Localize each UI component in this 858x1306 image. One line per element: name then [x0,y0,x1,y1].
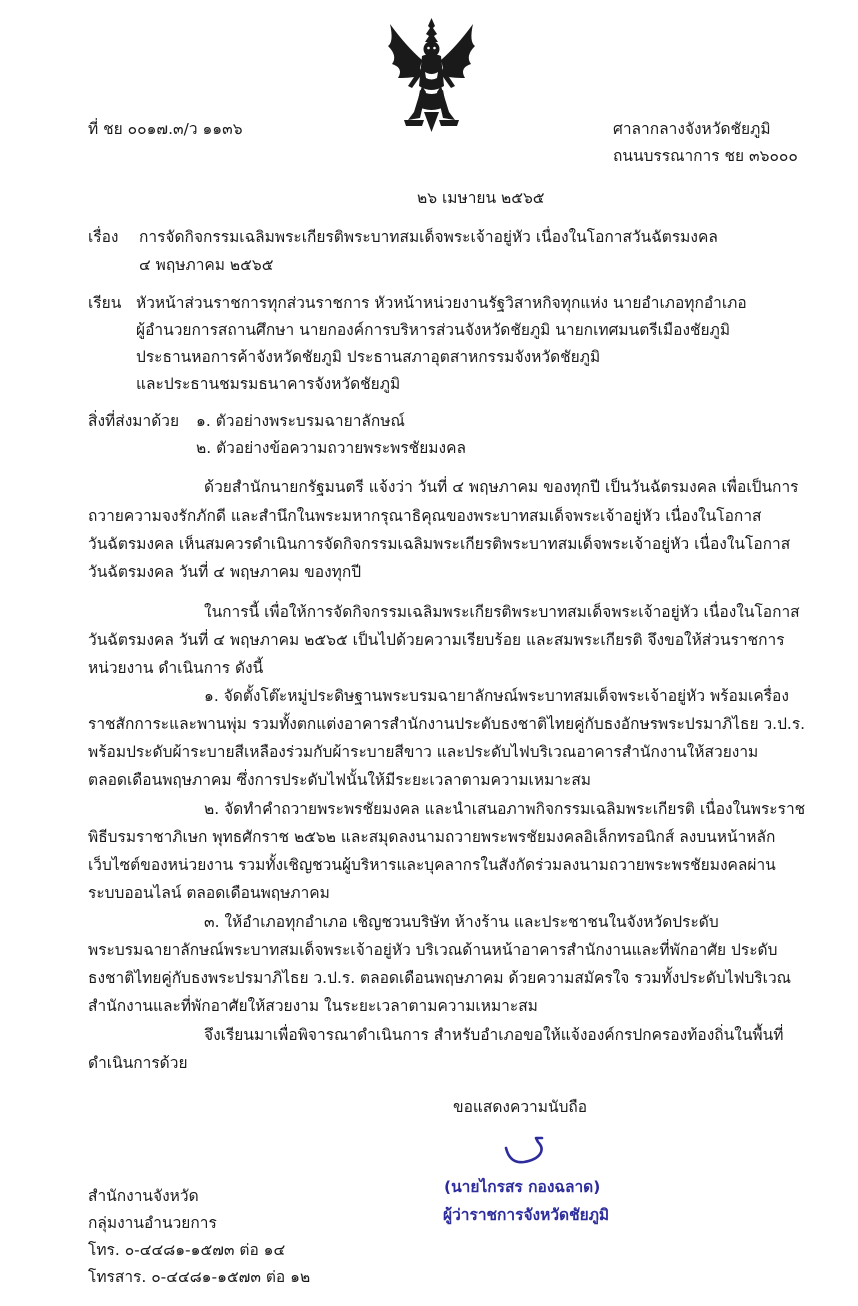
action-item-1-line: ตลอดเดือนพฤษภาคม ซึ่งการประดับไฟนั้นให้มีระยะเวลาตามความเหมาะสม [88,771,592,789]
paragraph-1-line: วันฉัตรมงคล เห็นสมควรดำเนินการจัดกิจกรรมเฉลิมพระเกียรติพระบาทสมเด็จพระเจ้าอยู่หัว เนื่องในโอกาส [88,535,791,553]
recipient-line: ผู้อำนวยการสถานศึกษา นายกองค์การบริหารส่วนจังหวัดชัยภูมิ นายกเทศมนตรีเมืองชัยภูมิ [136,321,731,339]
signatory-name: (นายไกรสร กองฉลาด) [444,1178,601,1196]
recipient-line: ประธานหอการค้าจังหวัดชัยภูมิ ประธานสภาอุตสาหกรรมจังหวัดชัยภูมิ [136,348,601,366]
garuda-emblem-icon [384,16,479,134]
paragraph-2-line: ในการนี้ เพื่อให้การจัดกิจกรรมเฉลิมพระเกียรติพระบาทสมเด็จพระเจ้าอยู่หัว เนื่องในโอกาส [204,603,800,621]
action-item-1-line: ๑. จัดตั้งโต๊ะหมู่ประดิษฐานพระบรมฉายาลักษณ์พระบาทสมเด็จพระเจ้าอยู่หัว พร้อมเครื่อง [204,687,789,705]
reference-number: ที่ ชย ๐๐๑๗.๓/ว ๑๑๓๖ [88,120,243,138]
org-name: ศาลากลางจังหวัดชัยภูมิ [613,120,771,138]
action-item-3-line: ๓. ให้อำเภอทุกอำเภอ เชิญชวนบริษัท ห้างร้าน และประชาชนในจังหวัดประดับ [204,913,719,931]
recipient-label: เรียน [88,294,122,312]
paragraph-2-line: วันฉัตรมงคล วันที่ ๔ พฤษภาคม ๒๕๖๕ เป็นไปด้วยความเรียบร้อย และสมพระเกียรติ จึงขอให้ส่วนราชการ [88,631,785,649]
footer-fax: โทรสาร. ๐-๔๔๘๑-๑๕๗๓ ต่อ ๑๒ [88,1268,311,1286]
signatory-position: ผู้ว่าราชการจังหวัดชัยภูมิ [443,1206,610,1224]
paragraph-1-line: วันฉัตรมงคล วันที่ ๔ พฤษภาคม ของทุกปี [88,563,362,581]
paragraph-2-line: หน่วยงาน ดำเนินการ ดังนี้ [88,659,264,677]
subject-label: เรื่อง [88,228,119,246]
org-address: ถนนบรรณาการ ชย ๓๖๐๐๐ [613,147,798,165]
action-item-3-line: พระบรมฉายาลักษณ์พระบาทสมเด็จพระเจ้าอยู่หัว บริเวณด้านหน้าอาคารสำนักงานและที่พักอาศัย ประดับ [88,941,778,959]
action-item-3-line: สำนักงานและที่พักอาศัยให้สวยงาม ในระยะเวลาตามความเหมาะสม [88,997,538,1015]
closing-line: จึงเรียนมาเพื่อพิจารณาดำเนินการ สำหรับอำเภอขอให้แจ้งองค์กรปกครองท้องถิ่นในพื้นที่ [204,1026,784,1044]
recipient-line: และประธานชมรมธนาคารจังหวัดชัยภูมิ [136,375,401,393]
action-item-3-line: ธงชาติไทยคู่กับธงพระปรมาภิไธย ว.ป.ร. ตลอดเดือนพฤษภาคม ด้วยความสมัครใจ รวมทั้งประดับไฟบริเวณ [88,969,792,987]
enclosures-label: สิ่งที่ส่งมาด้วย [88,412,180,430]
action-item-1-line: พร้อมประดับผ้าระบายสีเหลืองร่วมกับผ้าระบายสีขาว และประดับไฟบริเวณอาคารสำนักงานให้สวยงาม [88,743,759,761]
footer-office: สำนักงานจังหวัด [88,1187,199,1205]
letter-date: ๒๖ เมษายน ๒๕๖๕ [417,189,545,207]
handwritten-signature [500,1134,550,1168]
enclosure-item: ๑. ตัวอย่างพระบรมฉายาลักษณ์ [196,412,405,430]
paragraph-1-line: ด้วยสำนักนายกรัฐมนตรี แจ้งว่า วันที่ ๔ พฤษภาคม ของทุกปี เป็นวันฉัตรมงคล เพื่อเป็นการ [204,478,799,496]
action-item-2-line: ๒. จัดทำคำถวายพระพรชัยมงคล และนำเสนอภาพกิจกรรมเฉลิมพระเกียรติ เนื่องในพระราช [204,800,806,818]
subject-line-1: การจัดกิจกรรมเฉลิมพระเกียรติพระบาทสมเด็จพระเจ้าอยู่หัว เนื่องในโอกาสวันฉัตรมงคล [139,228,718,246]
action-item-2-line: พิธีบรมราชาภิเษก พุทธศักราช ๒๕๖๒ และสมุดลงนามถวายพระพรชัยมงคลอิเล็กทรอนิกส์ ลงบนหน้าหลัก [88,828,776,846]
footer-phone: โทร. ๐-๔๔๘๑-๑๕๗๓ ต่อ ๑๔ [88,1241,286,1259]
closing-line: ดำเนินการด้วย [88,1054,188,1072]
paragraph-1-line: ถวายความจงรักภักดี และสำนึกในพระมหากรุณาธิคุณของพระบาทสมเด็จพระเจ้าอยู่หัว เนื่องในโอกาส [88,507,762,525]
subject-line-2: ๔ พฤษภาคม ๒๕๖๕ [139,256,274,274]
footer-division: กลุ่มงานอำนวยการ [88,1214,217,1232]
regards-text: ขอแสดงความนับถือ [453,1098,588,1116]
action-item-1-line: ราชสักการะและพานพุ่ม รวมทั้งตกแต่งอาคารสำนักงานประดับธงชาติไทยคู่กับธงอักษรพระปรมาภิไธย ว.ป.ร. [88,715,806,733]
action-item-2-line: ระบบออนไลน์ ตลอดเดือนพฤษภาคม [88,884,330,902]
recipient-line: หัวหน้าส่วนราชการทุกส่วนราชการ หัวหน้าหน่วยงานรัฐวิสาหกิจทุกแห่ง นายอำเภอทุกอำเภอ [136,294,747,312]
action-item-2-line: เว็บไซต์ของหน่วยงาน รวมทั้งเชิญชวนผู้บริหารและบุคลากรในสังกัดร่วมลงนามถวายพระพรชัยมงคลผ่าน [88,856,776,874]
enclosure-item: ๒. ตัวอย่างข้อความถวายพระพรชัยมงคล [196,439,466,457]
